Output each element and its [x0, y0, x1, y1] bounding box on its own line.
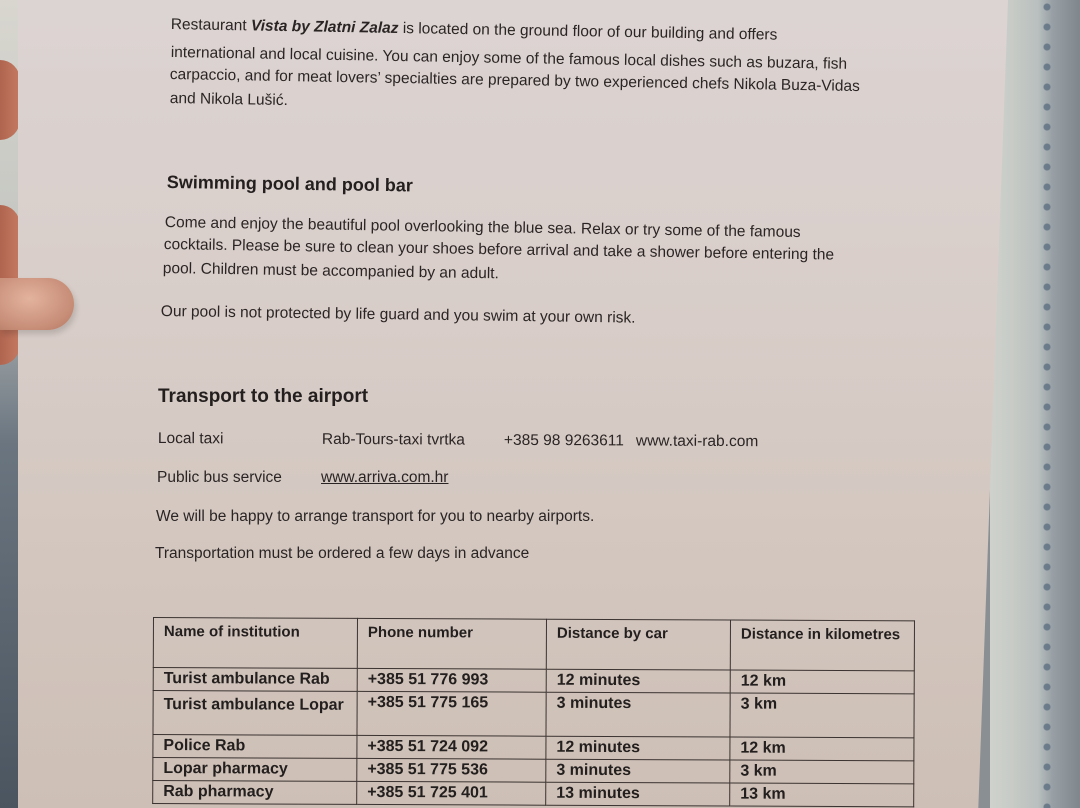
restaurant-line-3: carpaccio, and for meat lovers’ specialties are prepared by two experienced chefs Nikola Buza-Vidas: [169, 65, 860, 96]
taxi-company: Rab-Tours-taxi tvrtka: [321, 430, 465, 449]
taxi-row: [157, 430, 759, 451]
cell-km: 12 km: [730, 670, 914, 694]
table-row: [153, 758, 914, 784]
table-row: [153, 781, 914, 807]
cell-car: 3 minutes: [546, 692, 730, 737]
cell-name: Turist ambulance Rab: [153, 668, 357, 692]
cell-car: 12 minutes: [546, 736, 730, 760]
pool-warning: Our pool is not protected by life guard and you swim at your own risk.: [160, 302, 636, 327]
header-km: Distance in kilometres: [730, 620, 914, 671]
table-row: [153, 668, 914, 694]
transport-note-2: Transportation must be ordered a few days in advance: [155, 545, 530, 562]
cell-car: 12 minutes: [546, 669, 730, 693]
taxi-website: www.taxi-rab.com: [635, 432, 759, 451]
pool-line-1: Come and enjoy the beautiful pool overlooking the blue sea. Relax or try some of the famous: [164, 213, 801, 241]
cell-phone: +385 51 724 092: [357, 735, 546, 759]
cell-name: Turist ambulance Lopar: [153, 691, 357, 736]
contacts-table: [152, 617, 915, 807]
header-phone: Phone number: [357, 618, 546, 669]
cell-km: 13 km: [730, 783, 914, 807]
pool-line-3: pool. Children must be accompanied by an adult.: [162, 259, 499, 283]
transport-heading: Transport to the airport: [158, 386, 369, 407]
cell-km: 3 km: [730, 760, 914, 784]
cell-name: Rab pharmacy: [153, 781, 357, 805]
table-header-row: [153, 618, 914, 671]
pool-line-2: cocktails. Please be sure to clean your shoes before arrival and take a shower before entering the: [163, 235, 835, 264]
restaurant-name: Vista by Zlatni Zalaz: [250, 17, 399, 37]
bus-website-link[interactable]: www.arriva.com.hr: [321, 469, 449, 486]
table-row: [153, 735, 914, 761]
table-row: [153, 691, 914, 738]
header-name: Name of institution: [153, 618, 357, 669]
restaurant-line-2: international and local cuisine. You can enjoy some of the famous local dishes such as buzara, fish: [170, 43, 848, 73]
pool-heading: Swimming pool and pool bar: [166, 172, 413, 196]
header-car: Distance by car: [546, 619, 730, 670]
restaurant-line-1: Restaurant Vista by Zlatni Zalaz is located on the ground floor of our building and offers: [170, 15, 778, 44]
cell-phone: +385 51 775 165: [357, 691, 546, 736]
cell-km: 12 km: [730, 737, 914, 761]
taxi-phone: +385 98 9263611: [503, 431, 624, 450]
cell-phone: +385 51 725 401: [357, 781, 546, 805]
cell-phone: +385 51 775 536: [357, 758, 546, 782]
restaurant-line-4: and Nikola Lušić.: [169, 89, 288, 110]
taxi-label: Local taxi: [157, 430, 224, 448]
bus-row: [157, 469, 449, 487]
cell-phone: +385 51 776 993: [357, 668, 546, 692]
cell-car: 13 minutes: [546, 782, 730, 806]
transport-note-1: We will be happy to arrange transport for you to nearby airports.: [156, 508, 595, 525]
bus-label: Public bus service: [157, 469, 282, 486]
cell-name: Police Rab: [153, 735, 357, 759]
cell-km: 3 km: [730, 693, 914, 738]
cell-car: 3 minutes: [546, 759, 730, 783]
cell-name: Lopar pharmacy: [153, 758, 357, 782]
